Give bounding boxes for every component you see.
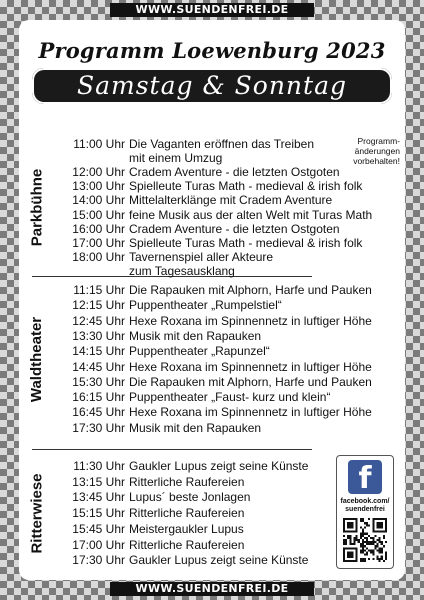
event-description [129, 165, 405, 179]
event-time: 16:45 Uhr [72, 405, 125, 420]
schedule-row [59, 405, 405, 419]
schedule-row [59, 329, 405, 343]
event-description [129, 314, 405, 328]
event-description-line: Ritterliche Raufereien [129, 506, 245, 521]
schedule-row [59, 314, 405, 328]
event-description-line: Musik mit den Rapauken [129, 328, 262, 343]
event-description [129, 375, 405, 389]
event-description [129, 236, 405, 250]
event-time: 15:00 Uhr [72, 207, 125, 222]
event-description [129, 329, 405, 343]
event-time: 12:15 Uhr [72, 298, 125, 313]
schedule-row [59, 360, 405, 374]
event-description [129, 193, 405, 207]
event-time: 14:15 Uhr [72, 344, 125, 359]
schedule-row [59, 236, 405, 250]
event-description-line: Musik mit den Rapauken [129, 420, 262, 435]
event-time: 12:00 Uhr [72, 165, 125, 180]
event-time: 14:00 Uhr [72, 193, 125, 208]
event-description-line: Spielleute Turas Math - medieval & irish folk [129, 235, 363, 250]
event-description [129, 222, 405, 236]
event-time: 12:45 Uhr [72, 313, 125, 328]
event-description [129, 421, 405, 435]
event-time: 15:30 Uhr [72, 374, 125, 389]
event-description [129, 405, 405, 419]
event-description-line: Puppentheater „Rapunzel“ [129, 344, 270, 359]
event-description-line: Tavernenspiel aller Akteure [129, 249, 274, 264]
event-description-line: Die Rapauken mit Alphorn, Harfe und Pauken [129, 374, 372, 389]
event-description [129, 360, 405, 374]
venue-label [19, 283, 55, 436]
event-description-line: mit einem Umzug [129, 151, 223, 165]
venue-label [19, 459, 55, 569]
event-time: 17:30 Uhr [72, 420, 125, 435]
social-box [336, 455, 394, 569]
program-panel [19, 20, 405, 580]
change-notice-line: vorbehalten! [353, 156, 400, 166]
event-description [129, 179, 405, 193]
venue-name: Parkbühne [28, 168, 46, 247]
qr-code-icon[interactable] [343, 518, 387, 562]
schedule-row [59, 208, 405, 222]
event-description-line: Gaukler Lupus zeigt seine Künste [129, 459, 309, 473]
schedule-row [59, 421, 405, 435]
event-description-line: Puppentheater „Rumpelstiel“ [129, 298, 282, 313]
event-time: 13:45 Uhr [72, 490, 125, 505]
event-time: 15:15 Uhr [72, 506, 125, 521]
event-description [129, 344, 405, 358]
schedule-row [59, 390, 405, 404]
schedule-row [59, 344, 405, 358]
event-time: 11:00 Uhr [73, 137, 125, 151]
event-time: 13:15 Uhr [72, 474, 125, 489]
website-url-bottom: WWW.SUENDENFREI.DE [110, 582, 314, 596]
event-time: 11:15 Uhr [73, 283, 125, 297]
event-time: 17:00 Uhr [72, 235, 125, 250]
schedule-row [59, 222, 405, 236]
event-description [129, 137, 405, 165]
schedule-row [59, 283, 405, 297]
days-banner-text: Samstag & Sonntag [76, 71, 347, 100]
event-description-line: Hexe Roxana im Spinnennetz in luftiger Höhe [129, 359, 372, 374]
section-divider [32, 449, 312, 450]
event-description-line: feine Musik aus der alten Welt mit Turas Math [129, 207, 373, 222]
change-notice-line: änderungen [354, 146, 400, 156]
event-description-line: Cradem Aventure - die letzten Ostgoten [129, 221, 340, 236]
event-description-line: Ritterliche Raufereien [129, 537, 245, 552]
event-description [129, 250, 405, 278]
event-description [129, 283, 405, 297]
event-time: 17:00 Uhr [72, 537, 125, 552]
program-title: Programm Loewenburg 2023 [38, 38, 386, 63]
schedule-row [59, 298, 405, 312]
schedule-row [59, 193, 405, 207]
schedule-row [59, 375, 405, 389]
event-time: 13:00 Uhr [72, 179, 125, 194]
event-description-line: Hexe Roxana im Spinnennetz in luftiger Höhe [129, 405, 372, 420]
event-description-line: Mittelalterklänge mit Cradem Aventure [129, 193, 333, 208]
event-time: 18:00 Uhr [72, 249, 125, 264]
event-description-line: Die Rapauken mit Alphorn, Harfe und Pauken [129, 283, 372, 297]
facebook-handle-line: suendenfrei [345, 506, 385, 513]
event-description [129, 390, 405, 404]
event-time: 14:45 Uhr [72, 359, 125, 374]
event-description-line: Meistergaukler Lupus [129, 521, 244, 536]
event-description-line: Lupus´ beste Jonlagen [129, 490, 251, 505]
schedule-row [59, 249, 405, 278]
event-time: 17:30 Uhr [72, 553, 125, 568]
event-time: 16:00 Uhr [72, 221, 125, 236]
event-description-line: Spielleute Turas Math - medieval & irish folk [129, 179, 363, 194]
event-description-line: Puppentheater „Faust- kurz und klein“ [129, 390, 331, 405]
event-description [129, 298, 405, 312]
event-description-line: Ritterliche Raufereien [129, 474, 245, 489]
event-time: 16:15 Uhr [72, 390, 125, 405]
event-description-line: Cradem Aventure - die letzten Ostgoten [129, 165, 340, 180]
event-time: 13:30 Uhr [72, 328, 125, 343]
schedule-row [59, 179, 405, 193]
event-time: 11:30 Uhr [73, 459, 125, 473]
venue-name: Ritterwiese [28, 473, 46, 554]
venue-name: Waldtheater [28, 316, 46, 403]
event-description [129, 208, 405, 222]
change-notice-line: Programm- [357, 136, 400, 146]
venue-label [19, 137, 55, 278]
schedule-row [59, 165, 405, 179]
event-description-line: zum Tagesausklang [129, 263, 235, 278]
facebook-handle [337, 498, 393, 514]
website-url-top: WWW.SUENDENFREI.DE [110, 3, 314, 17]
event-description-line: Gaukler Lupus zeigt seine Künste [129, 553, 309, 568]
event-description-line: Die Vaganten eröffnen das Treiben [129, 137, 315, 151]
event-description-line: Hexe Roxana im Spinnennetz in luftiger Höhe [129, 313, 372, 328]
facebook-handle-line: facebook.com/ [340, 498, 390, 505]
facebook-icon[interactable]: f [348, 460, 382, 494]
days-banner [32, 68, 392, 104]
event-time: 15:45 Uhr [72, 521, 125, 536]
